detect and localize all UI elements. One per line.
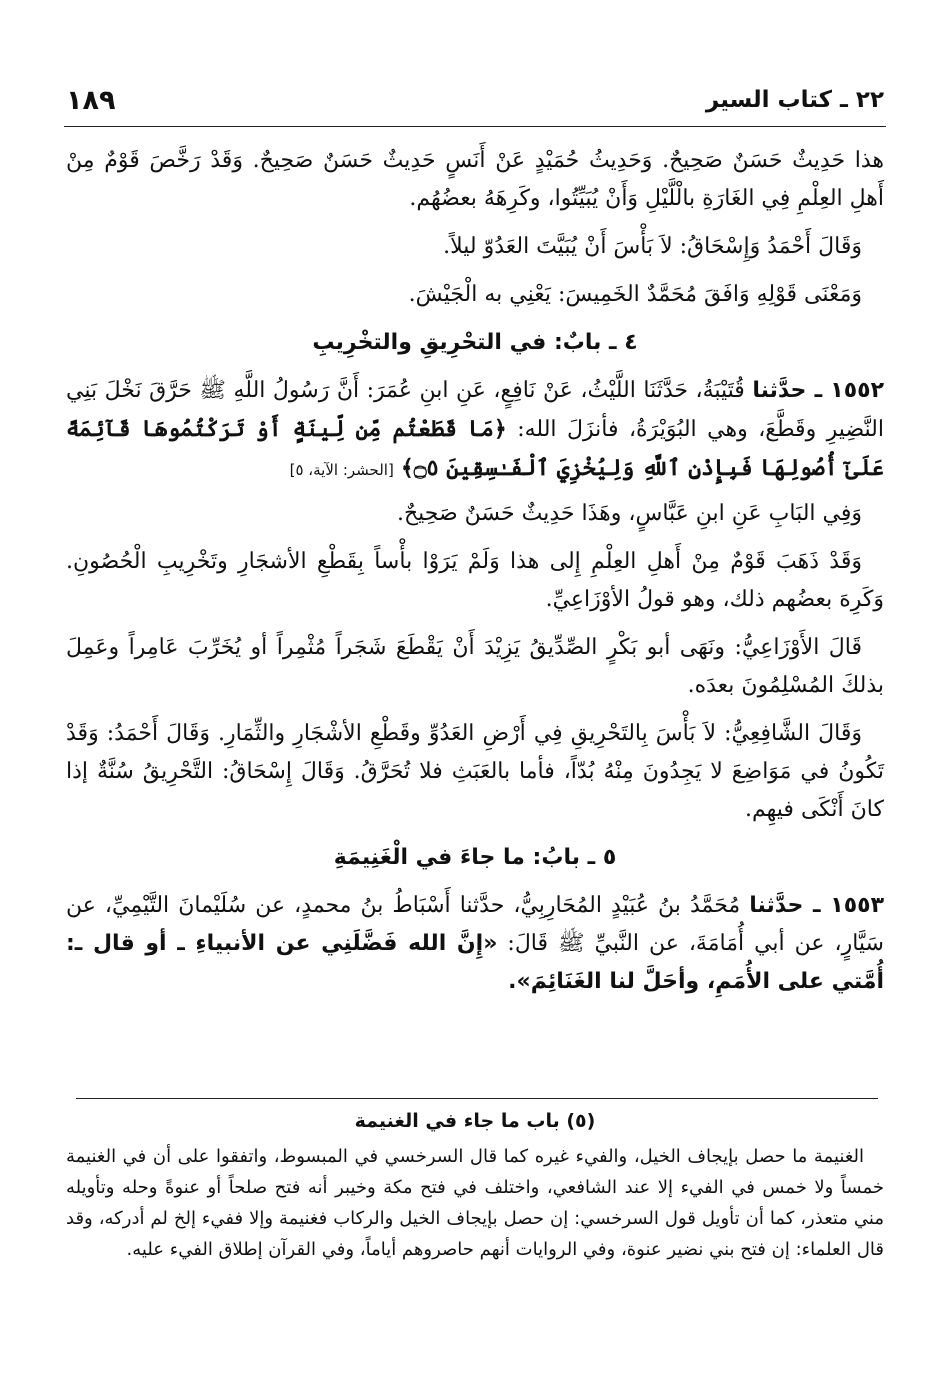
section-heading-4: ٤ ـ بابٌ: في التحْرِيقِ والتخْرِيبِ (312, 330, 638, 355)
hadith-1552-text: قُتَيْبَةُ، حَدَّثَنَا اللَّيْثُ، عَنْ نَافِعٍ، عَنِ ابنِ عُمَرَ: أَنَّ رَسُولُ اللَّهِ ﷺ حَرَّقَ نَخْلَ بَنِي النَّضِيرِ وقَطَّعَ، وهي البُوَيْرَةُ، فأنزَلَ الله: (66, 378, 884, 442)
footnote (66, 1106, 884, 1265)
quran-verse: ﴿مَا قَطَعْتُم مِّن لِّينَةٍ أَوْ تَرَكْتُمُوهَا قَآئِمَةً عَلَىٰٓ أُصُولِهَا فَبِإِذْنِ ٱللَّهِ وَلِيُخْزِيَ ٱلْفَـٰسِقِينَ ۝٥﴾ (66, 416, 884, 481)
hadith-1552 (66, 372, 884, 489)
paragraph-1: هذا حَدِيثٌ حَسَنٌ صَحِيحٌ. وَحَدِيثُ حُمَيْدٍ عَنْ أَنَسٍ حَدِيثٌ حَسَنٌ صَحِيحٌ. وَقَدْ رَخَّصَ قَوْمٌ مِنْ أَهلِ العِلْمِ فِي الغَارَةِ بالْلَّيْلِ وَأَنْ يُبَيِّتُوا، وكَرِهَهُ بعضُهُم. (66, 148, 884, 211)
paragraph-4: وَفِي البَابِ عَنِ ابنِ عَبَّاسٍ، وهَذَا حَدِيثٌ حَسَنٌ صَحِيحٌ. (396, 501, 862, 526)
section-heading-5: ٥ ـ بابُ: ما جاءَ في الْغَنِيمَةِ (333, 845, 617, 870)
hadith-1553-text: مُحَمَّدُ بنُ عُبَيْدٍ المُحَارِبِيُّ، حدَّثنا أَسْبَاطُ بنُ محمدٍ، عن سُلَيْمانَ التَّيْمِيِّ، عن سَيَّارٍ، عن أبي أُمَامَةَ، عن النَّبيِّ ﷺ قَالَ: (66, 893, 884, 956)
header-divider (64, 126, 886, 127)
paragraph-2: وَقَالَ أَحْمَدُ وَإِسْحَاقُ: لاَ بَأْسَ أَنْ يُبَيَّتَ العَدُوّ ليلاً. (443, 234, 862, 259)
footnote-title: (٥) باب ما جاء في الغنيمة (354, 1110, 596, 1132)
hadith-number-1552: ١٥٥٢ ـ حدَّثنا (752, 378, 884, 403)
paragraph-7: وَقَالَ الشَّافِعِيُّ: لاَ بَأْسَ بِالتَحْرِيقِ فِي أَرْضِ العَدُوِّ وقَطْعِ الأشْجَارِ والثِّمَارِ. وَقَالَ أَحْمَدُ: وَقَدْ تَكُونُ في مَوَاضِعَ لا يَجِدُونَ مِنْهُ بُدّاً، فأما بالعَبَثِ فلا تُحَرَّقُ. وَقَالَ إِسْحَاقُ: التَّحْرِيقُ سُنَّةٌ إذا كانَ أَنْكَى فيهِم. (66, 721, 884, 822)
hadith-1553-quote: «إِنَّ الله فَضَّلَنِي عن الأنبياءِ ـ أو قال ـ: أُمَّتي على الأُمَمِ، وأحَلَّ لنا الغَنَائِمَ». (66, 931, 884, 994)
paragraph-5: وَقَدْ ذَهَبَ قَوْمٌ مِنْ أَهلِ العِلْمِ إِلى هذا وَلَمْ يَرَوْا بأْساً بِقَطْعِ الأشجَارِ وتَخْرِيبِ الْحُصُونِ. وَكَرِهَ بعضُهم ذلك، وهو قولُ الأوْزَاعِيِّ. (66, 549, 884, 612)
quran-reference: [الحشر: الآية، ٥] (289, 461, 394, 479)
paragraph-3: وَمَعْنَى قَوْلِهِ وَافَقَ مُحَمَّدٌ الخَمِيسَ: يَعْنِي به الْجَيْشَ. (408, 282, 862, 307)
paragraph-6: قَالَ الأَوْزَاعِيُّ: ونَهَى أبو بَكْرٍ الصِّدِّيقُ يَزِيْدَ أَنْ يَقْطَعَ شَجَراً مُثْمِراً أو يُخَرِّبَ عَامِراً وعَمِلَ بذلكَ المُسْلِمُونَ بعدَه. (66, 635, 884, 698)
footnote-divider (76, 1098, 878, 1099)
main-text (66, 142, 884, 1011)
hadith-number-1553: ١٥٥٣ ـ حدَّثنا (749, 893, 884, 918)
page-header (66, 80, 884, 120)
page-number: ١٨٩ (66, 84, 116, 116)
hadith-1553 (66, 887, 884, 1001)
footnote-text: الغنيمة ما حصل بإيجاف الخيل، والفيء غيره كما قال السرخسي في المبسوط، واتفقوا على أن في الغنيمة خمساً ولا خمس في الفيء إلا عند الشافعي، واختلف في فتح مكة وخيبر أنه فتح صلحاً أو عنوةً وحله وتأويله مني متعذر، كما أن تأويل قول السرخسي: إن حصل بإيجاف الخيل والركاب فغنيمة وإلا ففيء إلخ لم أدركه، وقد قال العلماء: إن فتح بني نضير عنوة، وفي الروايات أنهم حاصروهم أياماً، وفي القرآن إطلاق الفيء عليه. (66, 1146, 884, 1260)
chapter-title: ٢٢ ـ كتاب السير (705, 87, 884, 113)
